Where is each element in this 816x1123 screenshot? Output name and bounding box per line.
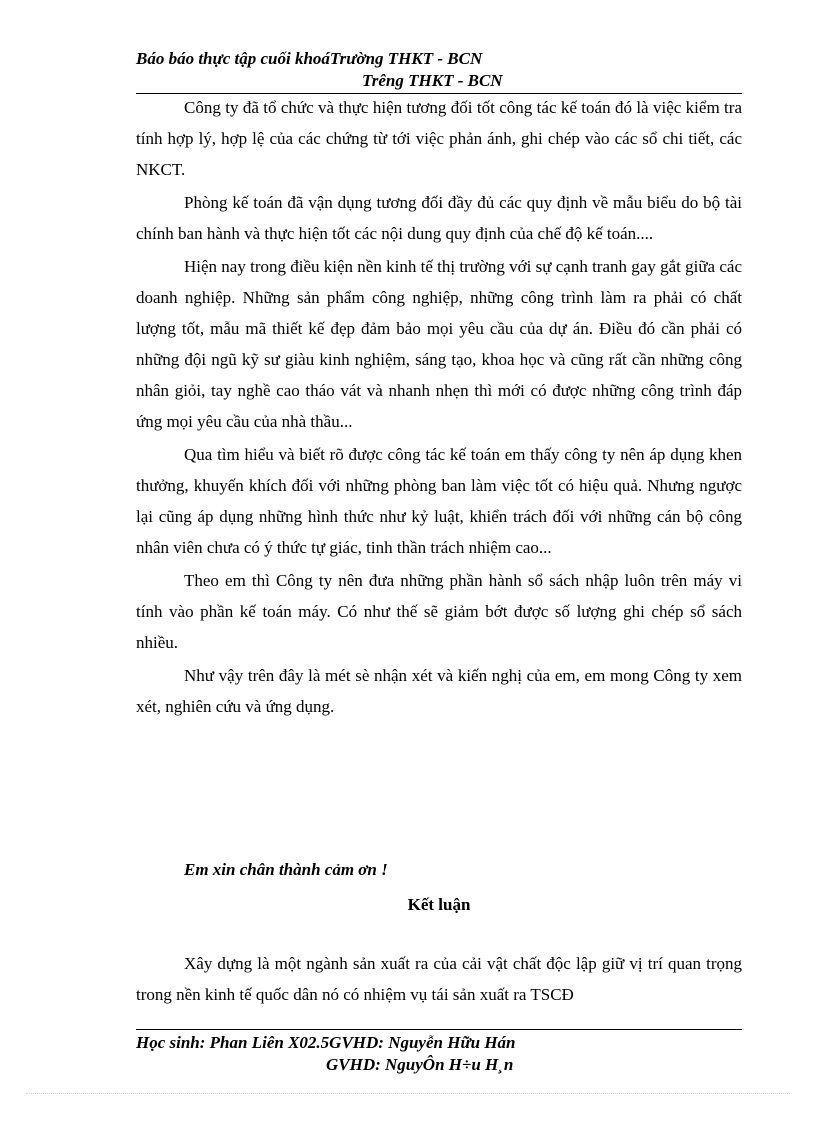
header-title: Báo báo thực tập cuối khoáTrường THKT - BCN [136,49,483,68]
footer-divider [136,1029,742,1030]
section-title: Kết luận [407,895,471,914]
paragraph: Hiện nay trong điều kiện nền kinh tế thị trường với sự cạnh tranh gay gắt giữa các doanh nghiệp. Những sản phẩm công nghiệp, những công trình làm ra phải có chất lượng tốt, mẫu mã thiết kế đẹp đảm bảo mọi yêu cầu của dự án. Điều đó cần phải có những đội ngũ kỹ sư giàu kinh nghiệm, sáng tạo, khoa học và cũng rất cần những công nhân giỏi, tay nghề cao tháo vát và nhanh nhẹn thì mới có được những công trình đáp ứng mọi yêu cầu của nhà thầu... [136,257,742,431]
conclusion-paragraph: Xây dựng là một ngành sản xuất ra của cải vật chất độc lập giữ vị trí quan trọng trong nền kinh tế quốc dân nó có nhiệm vụ tái sản xuất ra TSCĐ [136,954,742,1004]
page-bottom-edge [26,1093,790,1094]
paragraph: Theo em thì Công ty nên đưa những phần hành sổ sách nhập luôn trên máy vi tính vào phần kế toán máy. Có như thế sẽ giảm bớt được số lượng ghi chép sổ sách nhiều. [136,571,742,652]
paragraph: Phòng kế toán đã vận dụng tương đối đầy đủ các quy định về mẫu biểu do bộ tài chính ban hành và thực hiện tốt các nội dung quy định của chế độ kế toán.... [136,193,742,243]
page-header [136,48,696,92]
paragraph: Qua tìm hiểu và biết rõ được công tác kế toán em thấy công ty nên áp dụng khen thưởng, khuyến khích đối với những phòng ban làm việc tốt có hiệu quả. Nhưng ngược lại cũng áp dụng những hình thức như kỷ luật, khiển trách đối với những cán bộ công nhân viên chưa có ý thức tự giác, tinh thần trách nhiệm cao... [136,445,742,557]
header-school: Trêng THKT - BCN [362,71,503,90]
footer-advisor: GVHD: NguyÔn H÷u H¸n [326,1055,514,1074]
closing-thanks: Em xin chân thành cảm ơn ! [184,860,388,879]
page-footer [136,1032,696,1076]
paragraph: Công ty đã tổ chức và thực hiện tương đối tốt công tác kế toán đó là việc kiểm tra tính hợp lý, hợp lệ của các chứng từ tới việc phản ánh, ghi chép vào các sổ chi tiết, các NKCT. [136,98,742,179]
footer-student: Học sinh: Phan Liên X02.5GVHD: Nguyễn Hữu Hán [136,1033,516,1052]
document-body [136,92,742,724]
paragraph: Như vậy trên đây là mét sè nhận xét và kiến nghị của em, em mong Công ty xem xét, nghiên cứu và ứng dụng. [136,666,742,716]
